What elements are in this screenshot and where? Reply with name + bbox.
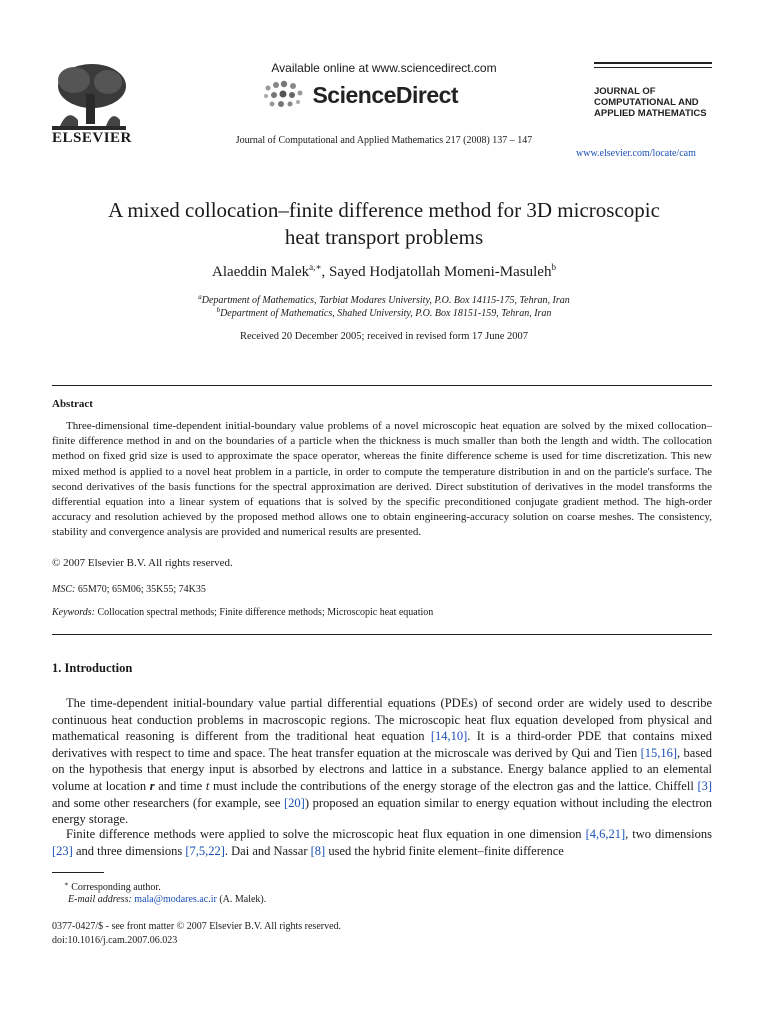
abstract-body: Three-dimensional time-dependent initial-boundary value problems of a novel microscopic heat equation are solved by the mixed collocation–finite difference method in and on the boundaries of a particle when the thickness is much smaller than both the length and width. The collocation method on fixed grid size is used to approximate the space operator, whereas the finite difference scheme is used for time discretization. This new mixed method is applied to a novel heat problem in a particle, in order to compute the temperature distribution in and on the particle's surface. The second derivatives of the basis functions for the spectral approximation are derived. Direct substitution of derivatives in the model transforms the differential equation into a linear system of equations that is solved by the specific preconditioned conjugate gradient method. The high-order accuracy and resolution achieved by the proposed method allows one to obtain engineering-accuracy solution on coarse meshes. The consistency, stability and convergence analysis are provided and numerical results are presented. <box>52 420 712 539</box>
paragraph-text: Finite difference methods were applied to solve the microscopic heat flux equation in one dimension <box>66 827 586 841</box>
affiliation-b <box>0 306 768 319</box>
affiliation-mark: a <box>198 293 202 301</box>
front-matter-line: 0377-0427/$ - see front matter © 2007 Elsevier B.V. All rights reserved. <box>52 921 342 932</box>
section-heading: 1. Introduction <box>52 661 133 675</box>
msc-label: MSC: <box>52 584 76 595</box>
keywords-label: Keywords: <box>52 607 95 618</box>
paragraph-text: . Dai and Nassar <box>224 843 311 858</box>
paragraph-text: . It is a third-order PDE that contains mixed derivatives with respect to time and space. The heat transfer equation at the microscale was derived by Qui and Tien <box>52 729 712 760</box>
msc-values: 65M70; 65M06; 35K55; 74K35 <box>75 584 206 595</box>
email-suffix: (A. Malek). <box>216 894 267 905</box>
journal-rule <box>594 62 712 64</box>
paragraph-text: used the hybrid finite element–finite difference <box>325 843 564 858</box>
author-name: Alaeddin Malek <box>212 264 310 280</box>
email-link[interactable]: mala@modares.ac.ir <box>134 894 217 905</box>
available-online-text: Available online at www.sciencedirect.com <box>271 61 497 75</box>
keywords <box>52 607 433 618</box>
citation-link[interactable]: [7,5,22] <box>185 843 225 858</box>
paragraph-text: , two dimensions <box>625 827 712 841</box>
keywords-values: Collocation spectral methods; Finite difference methods; Microscopic heat equation <box>94 607 434 618</box>
paragraph-text: and three dimensions <box>72 843 186 858</box>
email-label: E-mail address: <box>68 894 132 905</box>
author-affiliation-mark[interactable]: b <box>551 262 556 272</box>
affiliation-text: Department of Mathematics, Tarbiat Modares University, P.O. Box 14115-175, Tehran, Iran <box>201 295 570 306</box>
journal-name <box>594 86 707 119</box>
journal-name-line: APPLIED MATHEMATICS <box>594 108 707 119</box>
citation-link[interactable]: [8] <box>310 843 326 858</box>
publisher-wordmark: ELSEVIER <box>52 130 132 146</box>
received-dates: Received 20 December 2005; received in revised form 17 June 2007 <box>239 331 529 342</box>
sciencedirect-dots-icon <box>262 80 308 110</box>
journal-name-line: JOURNAL OF <box>594 86 656 97</box>
email-footnote <box>68 894 266 905</box>
citation-link[interactable]: [4,6,21] <box>585 827 626 841</box>
journal-rule <box>594 67 712 68</box>
article-title <box>40 197 728 251</box>
citation-link[interactable]: [23] <box>52 843 73 858</box>
paragraph-text: ) proposed an equation similar to energy equation without including the electron energy storage. <box>52 795 712 827</box>
abstract-bottom-rule <box>52 634 712 635</box>
doi-line: doi:10.1016/j.cam.2007.06.023 <box>52 935 178 946</box>
title-line: A mixed collocation–finite difference method for 3D microscopic <box>108 198 660 222</box>
author-name: Sayed Hodjatollah Momeni-Masuleh <box>328 264 552 280</box>
citation-link[interactable]: [15,16] <box>640 745 678 760</box>
journal-name-line: COMPUTATIONAL AND <box>594 97 699 108</box>
affiliation-a <box>0 293 768 306</box>
abstract-top-rule <box>52 385 712 386</box>
citation-link[interactable]: [3] <box>697 778 713 793</box>
paragraph-text: and time <box>154 778 206 793</box>
body-paragraph <box>52 826 712 859</box>
title-line: heat transport problems <box>284 225 484 249</box>
paragraph-text: must include the contributions of the energy storage of the electron gas and the lattice. Chiffell <box>209 778 698 793</box>
msc-codes <box>52 584 206 595</box>
author-list <box>0 262 768 281</box>
copyright-line: © 2007 Elsevier B.V. All rights reserved. <box>52 557 233 569</box>
math-variable: r <box>149 778 155 793</box>
sciencedirect-logo[interactable] <box>262 80 458 110</box>
footnote-text: Corresponding author. <box>68 882 161 893</box>
paragraph-text: The time-dependent initial-boundary value partial differential equations (PDEs) of second order are widely used to describe continuous heat conduction problems in macroscopic regions. The microscopic heat flux equation developed from physical and mathematical reasoning is different from the traditional heat equation <box>52 696 712 744</box>
affiliation-text: Department of Mathematics, Shahed University, P.O. Box 18151-159, Tehran, Iran <box>220 308 552 319</box>
math-variable: t <box>205 778 210 793</box>
footnote-mark: ∗ <box>64 880 69 888</box>
sciencedirect-brand-text: ScienceDirect <box>312 81 459 108</box>
citation-link[interactable]: [20] <box>284 795 305 810</box>
paragraph-text: , based on the hypothesis that energy input is absorbed by electrons and lattice in a substance. Energy balance applied to an elemental volume at location <box>52 745 712 793</box>
footnote <box>64 880 161 893</box>
author-separator: , <box>321 264 329 280</box>
footnote-rule <box>52 872 104 873</box>
body-paragraph <box>52 695 712 828</box>
journal-url-link[interactable]: www.elsevier.com/locate/cam <box>576 148 696 159</box>
abstract-heading: Abstract <box>52 398 93 410</box>
journal-citation: Journal of Computational and Applied Mathematics 217 (2008) 137 – 147 <box>235 135 533 146</box>
affiliation-mark: b <box>216 306 221 314</box>
paragraph-text: and some other researchers (for example, see <box>52 795 285 810</box>
citation-link[interactable]: [14,10] <box>430 729 468 744</box>
author-affiliation-mark[interactable]: a,∗ <box>309 262 322 272</box>
